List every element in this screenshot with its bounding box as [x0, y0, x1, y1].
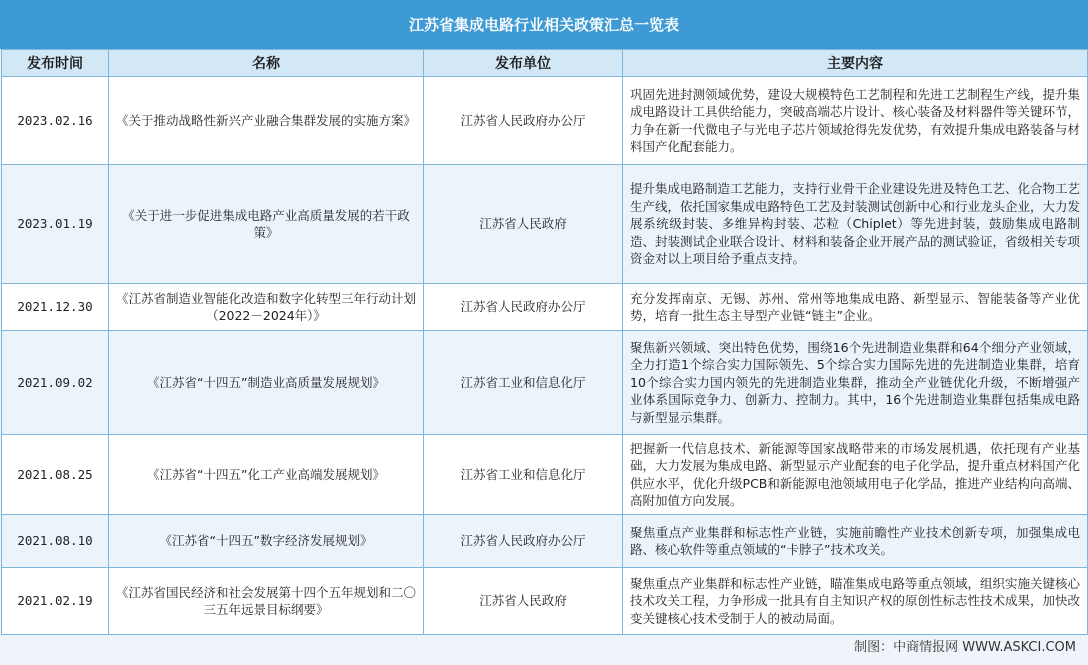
cell-date: 2021.09.02 — [2, 331, 109, 435]
table-row — [2, 77, 1088, 165]
cell-content: 聚焦重点产业集群和标志性产业链，实施前瞻性产业技术创新专项，加强集成电路、核心软件等重点领域的“卡脖子”技术攻关。 — [623, 515, 1088, 568]
cell-content: 把握新一代信息技术、新能源等国家战略带来的市场发展机遇，依托现有产业基础，大力发展为集成电路、新型显示产业配套的电子化学品，提升重点材料国产化供应水平，优化升级PCB和新能源电池领域用电子化学品，推进产业结构向高端、高附加值方向发展。 — [623, 435, 1088, 515]
cell-unit: 江苏省人民政府 — [424, 568, 623, 635]
table-row — [2, 568, 1088, 635]
header-content: 主要内容 — [623, 50, 1088, 77]
cell-date: 2023.01.19 — [2, 165, 109, 284]
table-row — [2, 435, 1088, 515]
source-credit: 制图：中商情报网 WWW.ASKCI.COM — [854, 640, 1076, 655]
cell-date: 2021.02.19 — [2, 568, 109, 635]
cell-name: 《江苏省“十四五”制造业高质量发展规划》 — [109, 331, 424, 435]
cell-content: 提升集成电路制造工艺能力，支持行业骨干企业建设先进及特色工艺、化合物工艺生产线，依托国家集成电路特色工艺及封装测试创新中心和行业龙头企业，大力发展系统级封装、多维异构封装、芯粒（Chiplet）等先进封装，鼓励集成电路制造、封装测试企业联合设计、材料和装备企业开展产品的测试验证，省级相关专项资金对以上项目给予重点支持。 — [623, 165, 1088, 284]
cell-unit: 江苏省人民政府 — [424, 165, 623, 284]
policy-table — [1, 49, 1088, 635]
header-row — [2, 50, 1088, 77]
cell-date: 2021.12.30 — [2, 284, 109, 331]
cell-unit: 江苏省人民政府办公厅 — [424, 284, 623, 331]
cell-content: 充分发挥南京、无锡、苏州、常州等地集成电路、新型显示、智能装备等产业优势，培育一批生态主导型产业链“链主”企业。 — [623, 284, 1088, 331]
table-title: 江苏省集成电路行业相关政策汇总一览表 — [0, 0, 1088, 49]
cell-name: 《江苏省国民经济和社会发展第十四个五年规划和二〇三五年远景目标纲要》 — [109, 568, 424, 635]
header-unit: 发布单位 — [424, 50, 623, 77]
cell-date: 2021.08.10 — [2, 515, 109, 568]
cell-date: 2023.02.16 — [2, 77, 109, 165]
header-date: 发布时间 — [2, 50, 109, 77]
header-name: 名称 — [109, 50, 424, 77]
cell-name: 《江苏省制造业智能化改造和数字化转型三年行动计划（2022－2024年）》 — [109, 284, 424, 331]
cell-unit: 江苏省人民政府办公厅 — [424, 515, 623, 568]
cell-content: 巩固先进封测领域优势，建设大规模特色工艺制程和先进工艺制程生产线，提升集成电路设计工具供给能力，突破高端芯片设计、核心装备及材料器件等关键环节，力争在新一代微电子与光电子芯片领域抢得先发优势，有效提升集成电路装备与材料国产化配套能力。 — [623, 77, 1088, 165]
table-row — [2, 284, 1088, 331]
cell-unit: 江苏省工业和信息化厅 — [424, 331, 623, 435]
cell-date: 2021.08.25 — [2, 435, 109, 515]
cell-name: 《关于进一步促进集成电路产业高质量发展的若干政策》 — [109, 165, 424, 284]
cell-content: 聚焦新兴领域、突出特色优势，围绕16个先进制造业集群和64个细分产业领域，全力打造1个综合实力国际领先、5个综合实力国际先进的先进制造业集群，培育10个综合实力国内领先的先进制造业集群，推动全产业链优化升级，不断增强产业体系国际竞争力、创新力、控制力。其中，16个先进制造业集群包括集成电路与新型显示集群。 — [623, 331, 1088, 435]
cell-name: 《江苏省“十四五”化工产业高端发展规划》 — [109, 435, 424, 515]
table-row — [2, 165, 1088, 284]
cell-name: 《关于推动战略性新兴产业融合集群发展的实施方案》 — [109, 77, 424, 165]
table-row — [2, 331, 1088, 435]
cell-unit: 江苏省人民政府办公厅 — [424, 77, 623, 165]
cell-content: 聚焦重点产业集群和标志性产业链，瞄准集成电路等重点领域，组织实施关键核心技术攻关工程，力争形成一批具有自主知识产权的原创性标志性技术成果，加快改变关键核心技术受制于人的被动局面。 — [623, 568, 1088, 635]
cell-name: 《江苏省“十四五”数字经济发展规划》 — [109, 515, 424, 568]
table-row — [2, 515, 1088, 568]
cell-unit: 江苏省工业和信息化厅 — [424, 435, 623, 515]
